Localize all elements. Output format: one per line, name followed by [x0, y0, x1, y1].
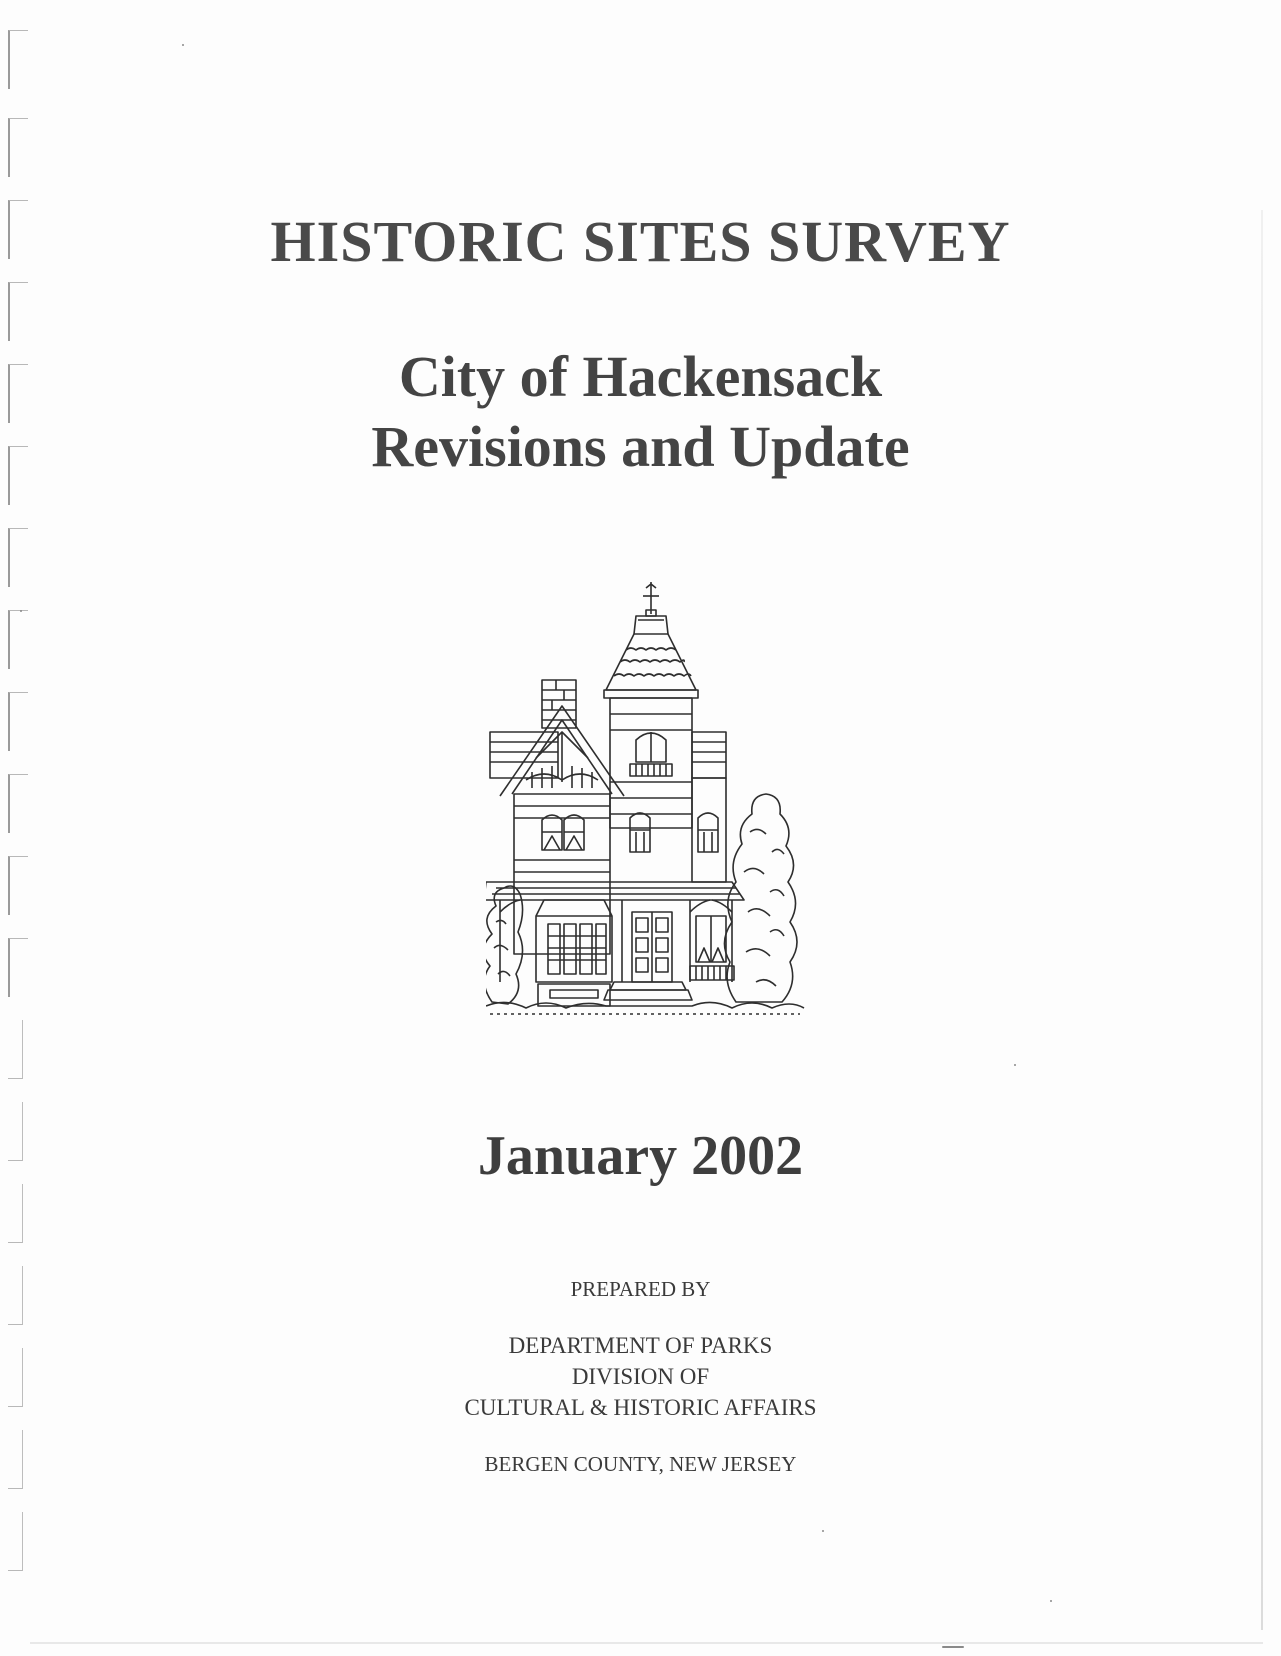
binding-hole — [8, 528, 28, 587]
binding-hole — [8, 1512, 23, 1571]
county-location: BERGEN COUNTY, NEW JERSEY — [484, 1452, 797, 1476]
binding-hole — [8, 1020, 23, 1079]
department-line-division: DIVISION OF — [571, 1364, 710, 1389]
scan-speck — [1050, 1600, 1052, 1602]
binding-hole — [8, 692, 28, 751]
scan-speck — [20, 610, 22, 612]
binding-hole — [8, 856, 28, 915]
binding-hole — [8, 1184, 23, 1243]
scan-speck — [822, 1530, 824, 1532]
binding-hole — [8, 118, 28, 177]
binding-hole — [8, 610, 28, 669]
publication-date: January 2002 — [477, 1125, 804, 1187]
prepared-by-label: PREPARED BY — [570, 1277, 711, 1301]
binding-hole — [8, 282, 28, 341]
subtitle-revisions: Revisions and Update — [371, 414, 910, 479]
department-line-parks: DEPARTMENT OF PARKS — [508, 1333, 773, 1358]
survey-title: HISTORIC SITES SURVEY — [270, 209, 1011, 274]
subtitle-city: City of Hackensack — [398, 344, 883, 409]
preparer-department — [0, 1330, 1281, 1423]
scan-speck — [182, 44, 184, 46]
victorian-house-drawing-icon — [486, 582, 816, 1042]
page-edge-bottom — [30, 1642, 1263, 1644]
survey-subtitle — [0, 342, 1281, 482]
binding-hole — [8, 30, 28, 89]
scan-speck — [1014, 1064, 1016, 1066]
binding-hole — [8, 774, 28, 833]
binding-hole — [8, 938, 28, 997]
scan-speck — [942, 1646, 964, 1648]
department-line-affairs: CULTURAL & HISTORIC AFFAIRS — [464, 1395, 817, 1420]
